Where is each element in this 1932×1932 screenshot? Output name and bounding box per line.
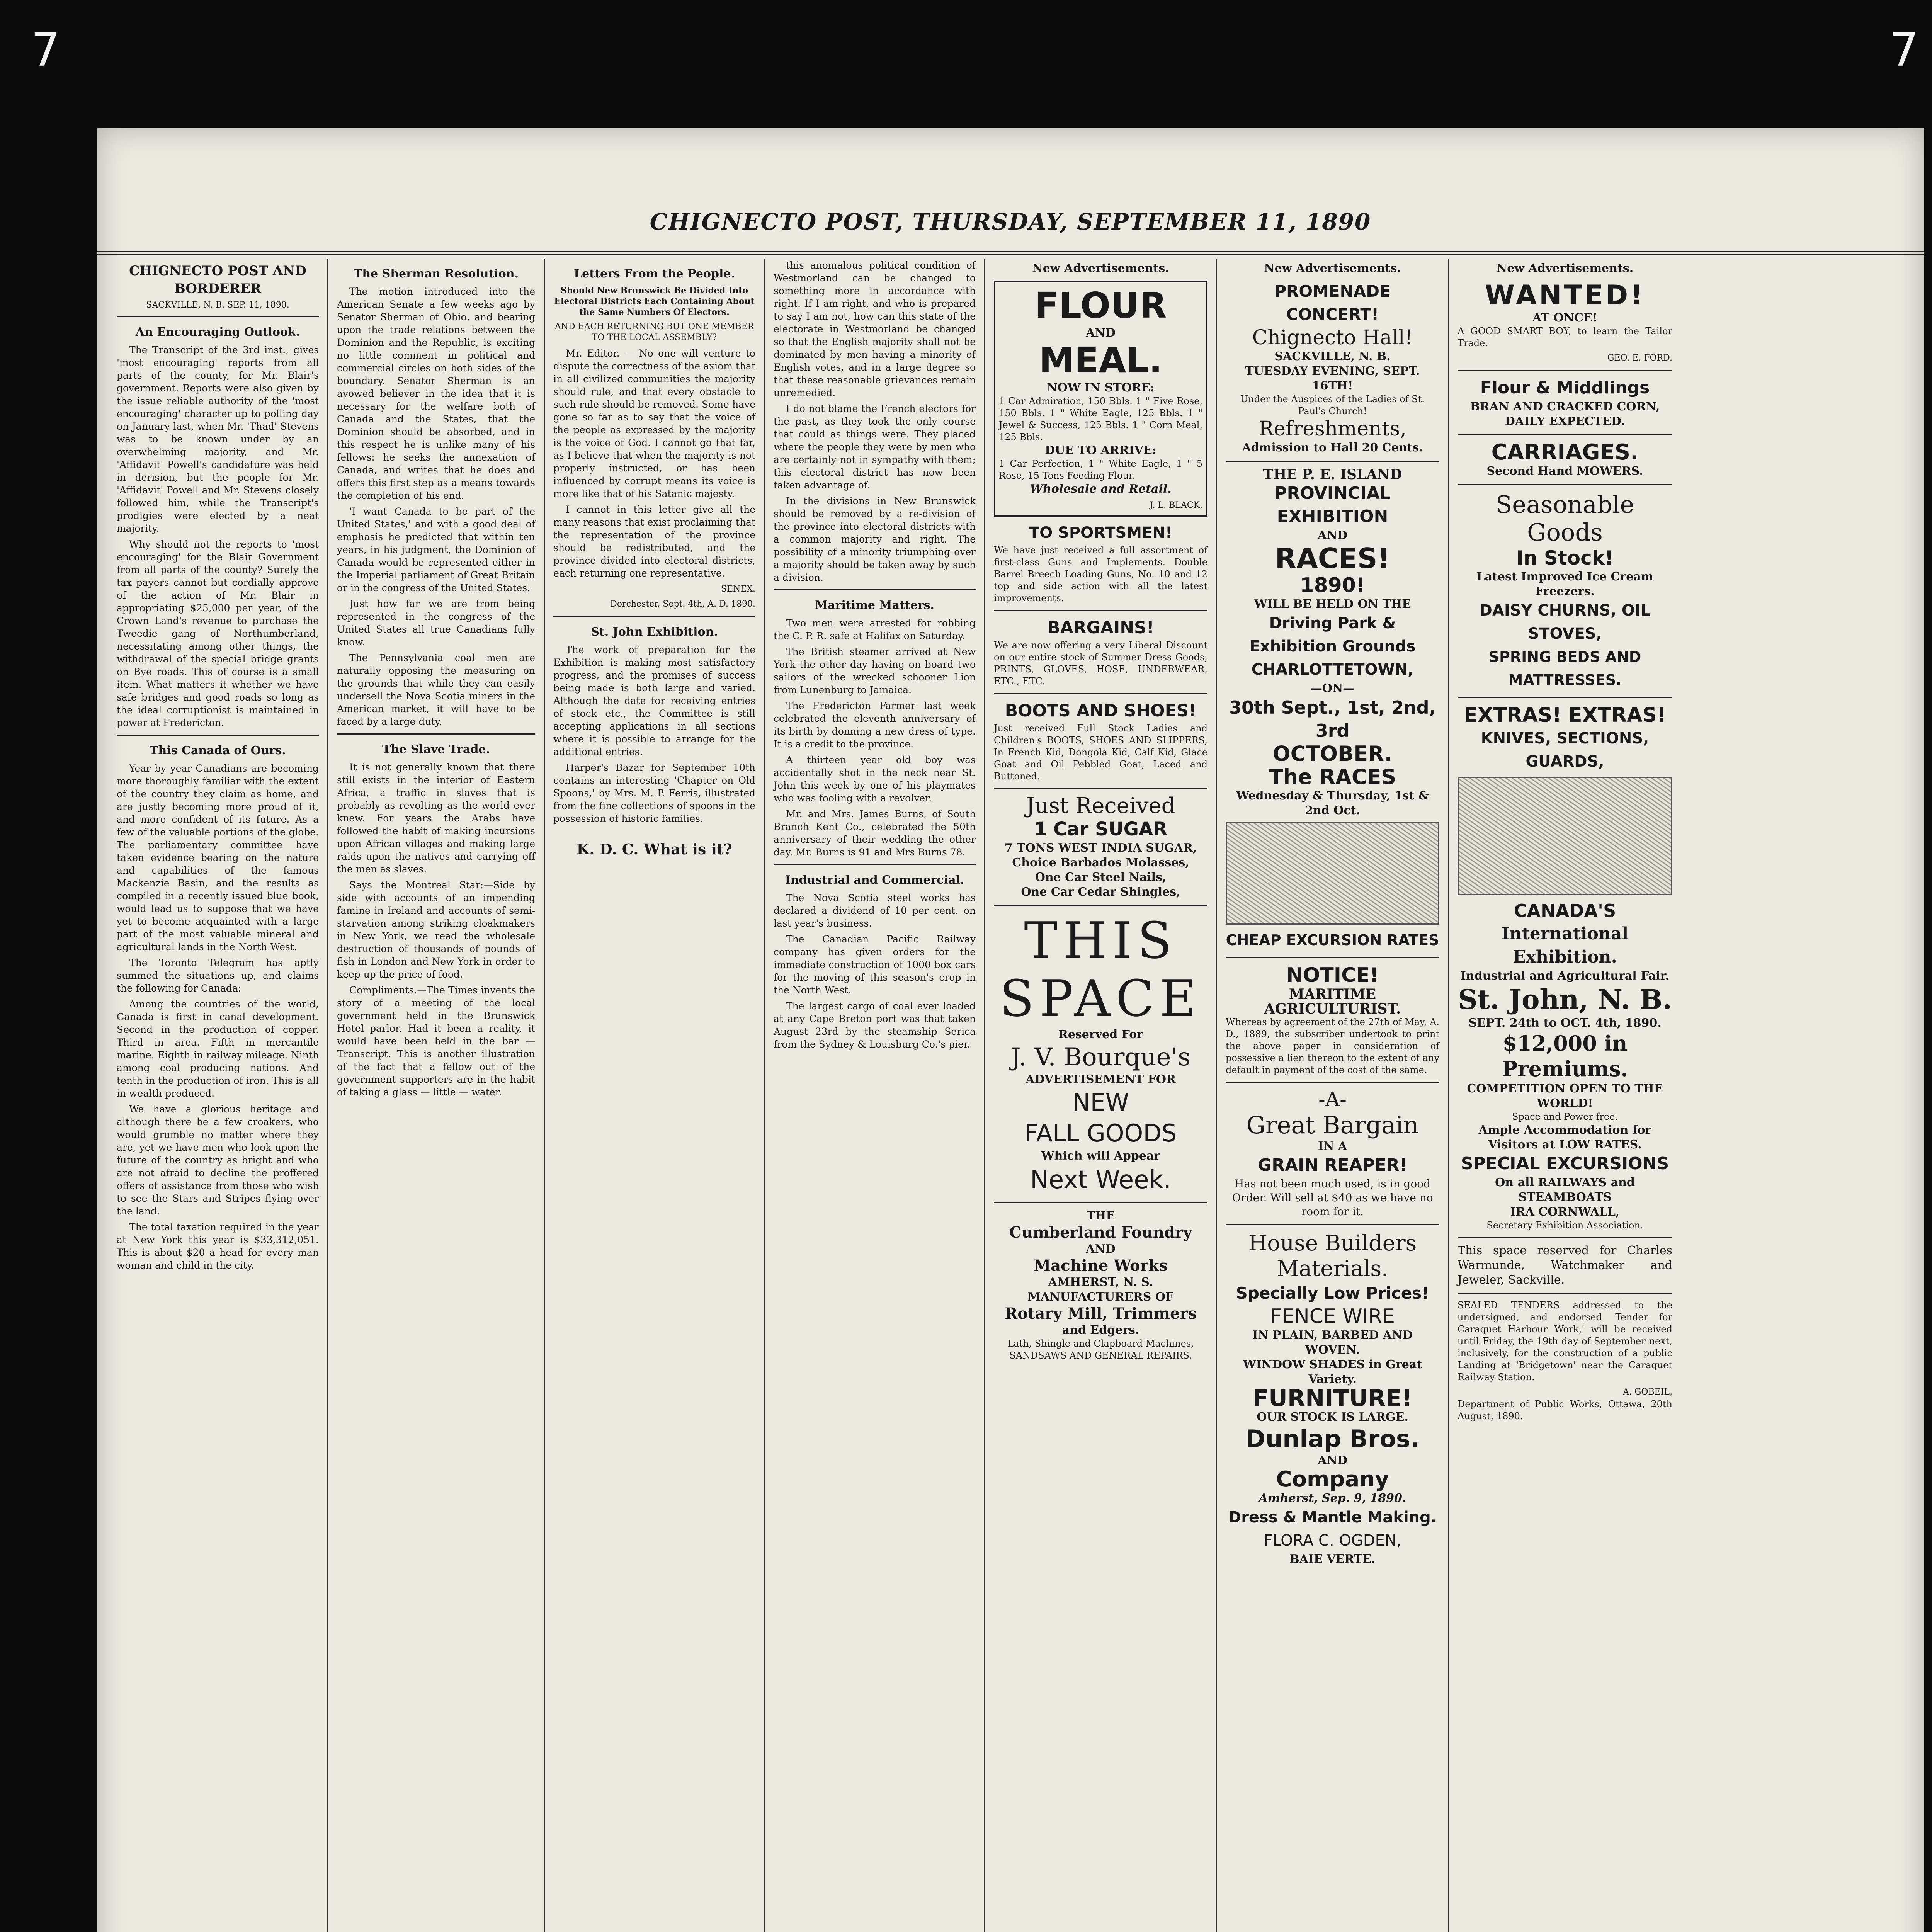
fence-wire: FENCE WIRE (1270, 1305, 1395, 1328)
machine-works: Machine Works (1034, 1257, 1168, 1275)
meal-title: MEAL. (1039, 340, 1163, 381)
dunlap-date: Amherst, Sep. 9, 1890. (1259, 1492, 1406, 1505)
divider (994, 1202, 1208, 1203)
arrive-list: 1 Car Perfection, 1 " White Eagle, 1 " 5 Rose, 15 Tons Feeding Flour. (999, 458, 1202, 481)
ford-signature: GEO. E. FORD. (1607, 353, 1672, 363)
divider (117, 735, 319, 736)
warmunde-reserved: This space reserved for Charles Warmunde, Watchmaker and Jeweler, Sackville. (1458, 1244, 1672, 1287)
admission: Admission to Hall 20 Cents. (1242, 441, 1423, 454)
low-prices: Specially Low Prices! (1236, 1284, 1429, 1303)
article-paragraph: The largest cargo of coal ever loaded at any Cape Breton port was that taken August 23rd by the steamship Serica from the Sydney & Louisburg Co.'s pier. (774, 1000, 976, 1050)
divider (994, 610, 1208, 611)
boy-wanted: A GOOD SMART BOY, to learn the Tailor Trade. (1458, 326, 1672, 349)
letter-place-date: Dorchester, Sept. 4th, A. D. 1890. (610, 599, 755, 609)
article-subheading: Should New Brunswick Be Divided Into Electoral Districts Each Containing About the Same Numbers Of Electors. (554, 286, 755, 317)
article-paragraph: The Nova Scotia steel works has declared a dividend of 10 per cent. on last year's business. (774, 892, 976, 929)
refreshments: Refreshments, (1259, 417, 1406, 440)
knives-line: KNIVES, SECTIONS, GUARDS, (1481, 730, 1649, 770)
flour-ad (994, 281, 1208, 517)
concert-title: PROMENADE CONCERT! (1274, 282, 1391, 324)
ice-cream-freezers: Latest Improved Ice Cream Freezers. (1476, 570, 1653, 598)
bran-corn: BRAN AND CRACKED CORN, (1470, 400, 1660, 413)
sugar-sub: 7 TONS WEST INDIA SUGAR, (1004, 841, 1197, 855)
at-once: AT ONCE! (1532, 311, 1597, 325)
article-paragraph: The work of preparation for the Exhibition is making most satisfactory progress, and the promises of success being made is both large and varied. Although the date for receiving entries of stock etc., the Committee is still accepting applications in all sections where it is possible to arrange for the additional entries. (553, 644, 755, 757)
ads-header: New Advertisements. (1496, 262, 1634, 275)
space-ad-this: THIS (1024, 911, 1177, 970)
divider (994, 788, 1208, 789)
lath-machines: Lath, Shingle and Clapboard Machines, (1007, 1338, 1194, 1349)
bargain-text: Has not been much used, is in good Order. Will sell at $40 as we have no room for it. (1232, 1177, 1433, 1218)
article-paragraph: Year by year Canadians are becoming more thoroughly familiar with the extent of the country they claim as home, and are justly becoming more proud of it, and more confident of its future. As a few of the valuable portions of the globe. The parliamentary committee have taken evidence bearing on the nature and capabilities of the famous Mackenzie Basin, and the results as compiled in a recently issued blue book, would lead us to suppose that we have yet to become acquainted with a large part of the most valuable mineral and agricultural lands in the North West. (117, 763, 319, 952)
divider (1458, 1237, 1672, 1238)
foundry-and: AND (1086, 1242, 1116, 1256)
molasses-line: Choice Barbados Molasses, (1012, 856, 1189, 869)
article-paragraph: The motion introduced into the American Senate a few weeks ago by Senator Sherman of Ohio, and bearing upon the trade relations between the Dominion and the Republic, is exciting no little comment in political and commercial circles on both sides of the boundary. Senator Sherman is an avowed believer in the idea that it is necessary for the welfare both of Canada and the States, that the Dominion should be absorbed, and in this respect he is unlike many of his fellows: he seeks the annexation of Canada, and writes that he does and offers this first step as a means towards the completion of his end. (337, 286, 535, 501)
foundry-name: Cumberland Foundry (1009, 1223, 1192, 1242)
stock-large: OUR STOCK IS LARGE. (1257, 1410, 1408, 1424)
divider (1226, 461, 1439, 462)
sportsmen-title: TO SPORTSMEN! (1029, 524, 1173, 542)
secretary-line: Secretary Exhibition Association. (1486, 1220, 1643, 1231)
house-builders: House Builders Materials. (1248, 1231, 1417, 1281)
article-paragraph: It is not generally known that there still exists in the interior of Eastern Africa, a traffic in slaves that is probably as revolting as the world ever knew. For years the Arabs have followed the habit of making incursions upon African villages and making large raids upon the natives and carrying off the men as slaves. (337, 762, 535, 875)
notice-title: NOTICE! (1286, 964, 1379, 987)
advert-for: ADVERTISEMENT FOR (1026, 1073, 1176, 1086)
department-line: Department of Public Works, Ottawa, 20th August, 1890. (1458, 1399, 1672, 1422)
pei-exhibition: PROVINCIAL EXHIBITION (1274, 483, 1391, 526)
ads-header: New Advertisements. (1032, 262, 1169, 275)
arrive-label: DUE TO ARRIVE: (1045, 444, 1156, 457)
races-title: RACES! (1275, 542, 1390, 575)
article-paragraph: Says the Montreal Star:—Side by side with accounts of an impending famine in Ireland and accounts of semi-starvation among striking cloakmakers in New York, we read the wholesale destruction of thousands of pounds of fish in London and New York in order to keep up the price of food. (337, 879, 535, 980)
pei-title: THE P. E. ISLAND (1263, 466, 1402, 483)
ad-signature: J. L. BLACK. (1150, 500, 1202, 510)
divider (1458, 434, 1672, 435)
just-received: Just Received (1026, 793, 1175, 818)
in-stock: In Stock! (1516, 547, 1614, 569)
concert-auspices: Under the Auspices of the Ladies of St. Paul's Church! (1240, 394, 1425, 417)
column-letters (545, 259, 765, 1932)
ads-header: New Advertisements. (1264, 262, 1401, 275)
column-maritime (765, 259, 985, 1932)
international-exhibition: International Exhibition. (1501, 924, 1629, 967)
corner-mark-right: 7 (1889, 23, 1919, 77)
boots-text: Just received Full Stock Ladies and Children's BOOTS, SHOES AND SLIPPERS, In French Kid, Dongola Kid, Calf Kid, Glace Goat and Oil Pebbled Goat, Laced and Buttoned. (994, 723, 1208, 782)
divider (117, 316, 319, 317)
exhibition-engraving-image (1226, 822, 1439, 925)
article-heading: Maritime Matters. (815, 599, 934, 612)
column-ads-3 (1449, 259, 1681, 1932)
divider (994, 905, 1208, 906)
next-week: Next Week. (1030, 1166, 1172, 1194)
article-heading: The Sherman Resolution. (353, 267, 519, 281)
bargains-title: BARGAINS! (1047, 618, 1154, 638)
newspaper-page (97, 128, 1924, 1932)
dunlap-bros: Dunlap Bros. (1245, 1425, 1420, 1453)
divider (1458, 484, 1672, 485)
article-paragraph: A thirteen year old boy was accidentally shot in the neck near St. John this week by one of his playmates who was fooling with a revolver. (774, 754, 976, 804)
divider (994, 693, 1208, 694)
dunlap-and: AND (1318, 1454, 1347, 1467)
seasonable-goods: Seasonable Goods (1495, 490, 1634, 546)
pei-and: AND (1318, 529, 1347, 542)
article-paragraph: The total taxation required in the year at New York this year is $33,312,051. This is about $20 a head for every man woman and child in the city. (117, 1221, 319, 1271)
spring-beds: SPRING BEDS AND MATTRESSES. (1488, 648, 1641, 689)
bargain-a: -A- (1318, 1088, 1347, 1111)
great-bargain: Great Bargain (1246, 1111, 1419, 1139)
races-dates: Wednesday & Thursday, 1st & 2nd Oct. (1236, 789, 1429, 817)
ample-accommodation: Ample Accommodation for Visitors at LOW RATES. (1478, 1123, 1651, 1151)
maritime-agriculturist: MARITIME AGRICULTURIST. (1264, 986, 1401, 1017)
dress-making: Dress & Mantle Making. (1228, 1509, 1437, 1526)
shingles-line: One Car Cedar Shingles, (1021, 885, 1180, 899)
space-ad-space: SPACE (1000, 969, 1202, 1028)
divider (1226, 1224, 1439, 1225)
bargains-text: We are now offering a very Liberal Discount on our entire stock of Summer Dress Goods, PRINTS, GLOVES, HOSE, UNDERWEAR, ETC., ETC. (994, 640, 1208, 687)
rotary-mill: Rotary Mill, Trimmers (1004, 1304, 1197, 1323)
article-paragraph: The British steamer arrived at New York the other day having on board two sailors of the wrecked schooner Lion from Lunenburg to Jamaica. (774, 646, 976, 696)
notice-text: Whereas by agreement of the 27th of May, A. D., 1889, the subscriber undertook to print the above paper in consideration of possessive a lien thereon to the extent of any default in payment of the cost of the same. (1226, 1017, 1439, 1075)
industrial-fair: Industrial and Agricultural Fair. (1460, 969, 1670, 983)
article-paragraph: I do not blame the French electors for the past, as they took the only course that could as things were. They placed where the people they were by men who are certainly not in sympathy with them; this electoral district has now been taken advantage of. (774, 403, 976, 491)
article-heading: St. John Exhibition. (591, 625, 718, 639)
new-label: NEW (1072, 1088, 1129, 1116)
divider (1226, 1082, 1439, 1083)
divider (553, 616, 755, 617)
column-ads-1 (985, 259, 1217, 1932)
repairs: SANDSAWS AND GENERAL REPAIRS. (1009, 1350, 1192, 1361)
article-paragraph: I cannot in this letter give all the many reasons that exist proclaiming that the representation of the province should be redistributed, and the province divided into electoral districts, each returning one representative. (553, 504, 755, 579)
charlottetown: CHARLOTTETOWN, (1251, 661, 1414, 679)
concert-date: TUESDAY EVENING, SEPT. 16TH! (1245, 364, 1420, 393)
article-heading: This Canada of Ours. (150, 744, 286, 757)
exhibition-dates: SEPT. 24th to OCT. 4th, 1890. (1468, 1016, 1662, 1030)
divider (1458, 697, 1672, 698)
article-paragraph: this anomalous political condition of Westmorland can be changed to something more in accordance with right. If I am right, and who is prepared to say I am not, how can this state of the electorate in Westmorland be changed so that the English majority shall not be dominated by men having a minority of English votes, and in a large degree so that these reasonable grievances remain unremedied. (774, 260, 976, 398)
sugar-title: 1 Car SUGAR (1034, 818, 1168, 840)
will-appear: Which will Appear (1041, 1149, 1160, 1163)
corner-mark-left: 7 (31, 23, 61, 77)
space-power: Space and Power free. (1512, 1111, 1618, 1122)
boots-title: BOOTS AND SHOES! (1005, 701, 1197, 721)
foundry-place: AMHERST, N. S. (1048, 1276, 1153, 1289)
article-paragraph: In the divisions in New Brunswick should be removed by a re-division of the province into electoral districts with a common majority and right. The possibility of a minority triumphing over a majority should be taken away by such a division. (774, 495, 976, 583)
divider (774, 589, 976, 590)
exhibition-dates: 30th Sept., 1st, 2nd, 3rd (1229, 697, 1436, 741)
article-subheading: AND EACH RETURNING BUT ONE MEMBER TO THE LOCAL ASSEMBLY? (554, 322, 754, 342)
gobeil-signature: A. GOBEIL, (1622, 1387, 1672, 1397)
held-on: WILL BE HELD ON THE (1254, 597, 1411, 611)
article-paragraph: Harper's Bazar for September 10th contains an interesting 'Chapter on Old Spoons,' by Mrs. M. P. Ferris, illustrated from the fine collections of spoons in the possession of historic families. (553, 762, 755, 824)
canadas-label: CANADA'S (1514, 900, 1616, 921)
wholesale-label: Wholesale and Retail. (1030, 482, 1172, 496)
concert-hall: Chignecto Hall! (1252, 326, 1413, 349)
column-ads-2 (1217, 259, 1449, 1932)
flour-middlings: Flour & Middlings (1480, 378, 1650, 398)
special-excursions: SPECIAL EXCURSIONS (1461, 1154, 1669, 1173)
article-heading: Letters From the People. (574, 267, 735, 281)
flour-list: 1 Car Admiration, 150 Bbls. 1 " Five Rose, 150 Bbls. 1 " White Eagle, 125 Bbls. 1 " Jewel & Success, 125 Bbls. 1 " Corn Meal, 125 Bbls. (999, 396, 1202, 442)
article-paragraph: The Toronto Telegram has aptly summed the situations up, and claims the following for Canada: (117, 957, 319, 994)
article-paragraph: The Pennsylvania coal men are naturally opposing the measuring on the grounds that while they can easily undersell the Nova Scotia miners in the American market, it will have to be faced by a large duty. (337, 652, 535, 727)
article-paragraph: Why should not the reports to 'most encouraging' for the Blair Government from all parts of the county? Surely the tax payers cannot but cordially approve of the action of Mr. Blair in appropriating $25,000 per year, of the Crown Land's revenue to purchase the Tweedie gang of Northumberland, necessitating among other things, the withdrawal of the special bridge grants on Bye roads. This of course is a small item. What matters it whether we have safe bridges and good roads so long as the ideal corruptionist is maintained in power at Fredericton. (117, 539, 319, 728)
carriages-title: CARRIAGES. (1491, 440, 1639, 465)
kdc-line: K. D. C. What is it? (577, 840, 732, 858)
grain-reaper: GRAIN REAPER! (1258, 1155, 1407, 1175)
in-store-label: NOW IN STORE: (1047, 381, 1155, 395)
window-shades: WINDOW SHADES in Great Variety. (1243, 1358, 1422, 1386)
article-paragraph: We have a glorious heritage and although there be a few croakers, who would grumble no matter where they are, yet we have men who look upon the future of the country as bright and who are not afraid to decline the proffered offers of assistance from those who wish to see the Stars and Stripes flying over the land. (117, 1104, 319, 1217)
second-hand-mowers: Second Hand MOWERS. (1486, 464, 1643, 478)
tenders-notice: SEALED TENDERS addressed to the undersigned, and endorsed 'Tender for Caraquet Harbour Work,' will be received until Friday, the 19th day of September next, inclusively, for the construction of a public Landing at 'Bridgetown' near the Caraquet Railway Station. (1458, 1300, 1672, 1383)
ira-cornwall: IRA CORNWALL, (1510, 1205, 1620, 1219)
flour-title: FLOUR (1034, 285, 1167, 326)
daily-expected: DAILY EXPECTED. (1505, 415, 1625, 428)
concert-place: SACKVILLE, N. B. (1274, 350, 1391, 363)
railways-steamboats: On all RAILWAYS and STEAMBOATS (1495, 1176, 1635, 1204)
divider (1226, 957, 1439, 958)
article-heading: An Encouraging Outlook. (135, 325, 300, 339)
page-masthead: CHIGNECTO POST, THURSDAY, SEPTEMBER 11, 1890 (97, 209, 1924, 255)
nails-line: One Car Steel Nails, (1035, 871, 1167, 884)
article-paragraph: The Transcript of the 3rd inst., gives 'most encouraging' reports from all parts of the county, for Mr. Blair's government. Reports were also given by the issue reliable authority of the 'most encouraging' character up to polling day on January last, when Mr. 'Thad' Stevens was to be known under by an overwhelming majority, and Mr. 'Affidavit' Powell's candidature was held in derision, but the people for Mr. 'Affidavit' Powell and Mr. Stevens closely followed him, while the Transcript's prodigies were elected by a neat majority. (117, 344, 319, 534)
edgers: and Edgers. (1062, 1323, 1139, 1337)
races-year: 1890! (1300, 574, 1365, 597)
bargain-in-a: IN A (1318, 1139, 1347, 1153)
exhibition-building-engraving-image (1458, 777, 1672, 895)
article-paragraph: Compliments.—The Times invents the story of a meeting of the local government held in the Brunswick Hotel parlor. Had it been a reality, it would have been held in the bar — Transcript. This is another illustration of the fact that a fellow out of the government supporters are in the habit of taking a glass — little — water. (337, 985, 535, 1098)
furniture-title: FURNITURE! (1253, 1385, 1412, 1412)
premiums: $12,000 in Premiums. (1502, 1031, 1628, 1081)
baie-verte: BAIE VERTE. (1289, 1553, 1376, 1566)
fence-types: IN PLAIN, BARBED AND WOVEN. (1252, 1328, 1413, 1357)
foundry-the: THE (1086, 1209, 1115, 1223)
article-paragraph: 'I want Canada to be part of the United States,' and with a good deal of emphasis he predicted that within ten years, in his judgment, the Dominion of Canada would be represented either in the Imperial parliament of Great Britain or in the congress of the United States. (337, 506, 535, 594)
the-races: The RACES (1269, 765, 1396, 789)
extras-title: EXTRAS! EXTRAS! (1464, 704, 1666, 727)
divider (774, 864, 976, 865)
article-paragraph: The Canadian Pacific Railway company has given orders for the immediate construction of 1000 box cars for the moving of this season's crop in the North West. (774, 934, 976, 996)
october: OCTOBER. (1272, 742, 1393, 766)
column-editorial (108, 259, 328, 1932)
flour-and: AND (1086, 326, 1116, 340)
wanted-title: WANTED! (1485, 279, 1645, 311)
article-paragraph: The Fredericton Farmer last week celebrated the eleventh anniversary of its birth by donning a new dress of type. It is a credit to the province. (774, 700, 976, 750)
dunlap-company: Company (1276, 1467, 1389, 1492)
divider (337, 733, 535, 735)
bourque-name: J. V. Bourque's (1011, 1043, 1190, 1071)
column-news (328, 259, 545, 1932)
divider (1458, 370, 1672, 371)
paper-name: CHIGNECTO POST AND BORDERER (129, 263, 306, 296)
competition-open: COMPETITION OPEN TO THE WORLD! (1467, 1082, 1663, 1110)
article-paragraph: Two men were arrested for robbing the C. P. R. safe at Halifax on Saturday. (774, 617, 976, 641)
article-heading: Industrial and Commercial. (785, 873, 964, 887)
daisy-churns: DAISY CHURNS, OIL STOVES, (1479, 602, 1651, 643)
article-paragraph: Mr. and Mrs. James Burns, of South Branch Kent Co., celebrated the 50th anniversary of their wedding the other day. Mr. Burns is 91 and Mrs Burns 78. (774, 808, 976, 858)
cheap-rates: CHEAP EXCURSION RATES (1226, 932, 1439, 949)
on-label: —ON— (1310, 682, 1355, 695)
flora-ogden: FLORA C. OGDEN, (1264, 1532, 1401, 1549)
letter-signature: SENEX. (721, 584, 755, 594)
driving-park: Driving Park & Exhibition Grounds (1249, 614, 1416, 655)
divider (1458, 1293, 1672, 1294)
article-paragraph: Just how far we are from being represented in the congress of the United States all true Canadians fully know. (337, 598, 535, 648)
dateline: SACKVILLE, N. B. SEP. 11, 1890. (146, 300, 289, 310)
sportsmen-text: We have just received a full assortment of first-class Guns and Implements. Double Barrel Breech Loading Guns, No. 10 and 12 top and side action with all the latest improvements. (994, 545, 1208, 604)
st-john: St. John, N. B. (1458, 983, 1672, 1015)
space-reserved: Reserved For (1058, 1028, 1143, 1041)
article-paragraph: Among the countries of the world, Canada is first in canal development. Second in the production of copper. Third in area. Fifth in mercantile marine. Eighth in railway mileage. Ninth among coal producing nations. And tenth in the production of iron. This is all in wealth produced. (117, 998, 319, 1099)
manufacturers-of: MANUFACTURERS OF (1027, 1290, 1174, 1304)
article-paragraph: Mr. Editor. — No one will venture to dispute the correctness of the axiom that in all civilized communities the majority should rule, and that every obstacle to such rule should be removed. Some have gone so far as to say that the voice of the people as expressed by the majority is the voice of God. I cannot go that far, as I believe that when the majority is not properly instructed, or has been influenced by corrupt means its voice is more like that of his Satanic majesty. (553, 348, 755, 499)
fall-goods: FALL GOODS (1024, 1119, 1177, 1147)
article-heading: The Slave Trade. (382, 743, 490, 756)
